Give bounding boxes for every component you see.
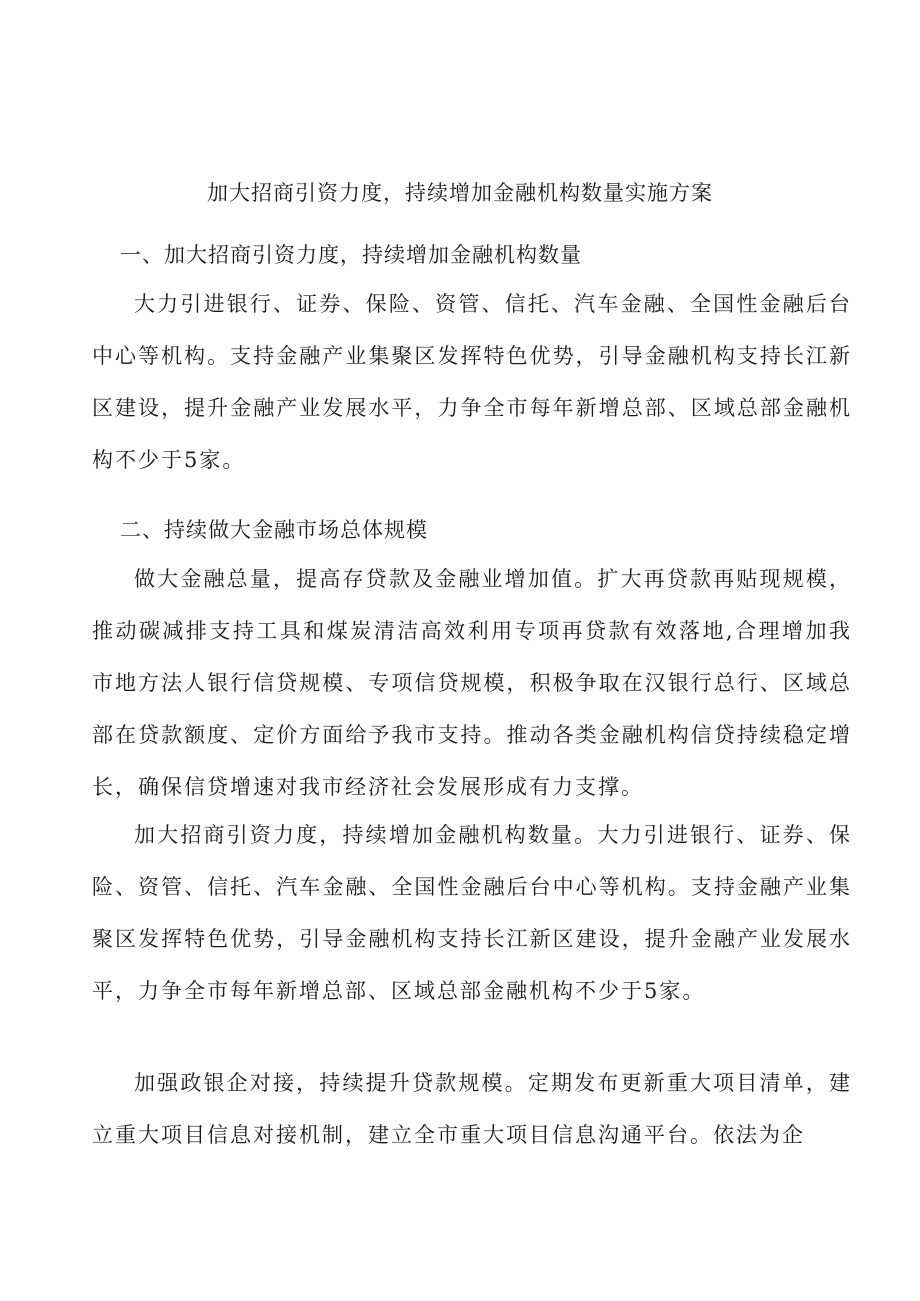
section-2-heading: 二、持续做大金融市场总体规模 [120,518,428,542]
section-2-paragraph-1: 做大金融总量，提高存贷款及金融业增加值。扩大再贷款再贴现规模，推动碳减排支持工具和煤炭清洁高效利用专项再贷款有效落地,合理增加我市地方法人银行信贷规模、专项信贷规模，积极争取在汉银行总行、区域总部在贷款额度、定价方面给予我市支持。推动各类金融机构信贷持续稳定增长，确保信贷增速对我市经济社会发展形成有力支撑。 [92,567,852,799]
section-1-heading: 一、加大招商引资力度，持续增加金融机构数量 [120,243,582,267]
section-1-paragraph: 大力引进银行、证券、保险、资管、信托、汽车金融、全国性金融后台中心等机构。支持金融产业集聚区发挥特色优势，引导金融机构支持长江新区建设，提升金融产业发展水平，力争全市每年新增总部、区域总部金融机构不少于5家。 [92,292,852,472]
section-2-paragraph-2: 加大招商引资力度，持续增加金融机构数量。大力引进银行、证券、保险、资管、信托、汽车金融、全国性金融后台中心等机构。支持金融产业集聚区发挥特色优势，引导金融机构支持长江新区建设，提升金融产业发展水平，力争全市每年新增总部、区域总部金融机构不少于5家。 [92,823,852,1003]
section-3-paragraph: 加强政银企对接，持续提升贷款规模。定期发布更新重大项目清单，建立重大项目信息对接机制，建立全市重大项目信息沟通平台。依法为企 [92,1071,852,1147]
document-title: 加大招商引资力度，持续增加金融机构数量实施方案 [207,181,713,205]
